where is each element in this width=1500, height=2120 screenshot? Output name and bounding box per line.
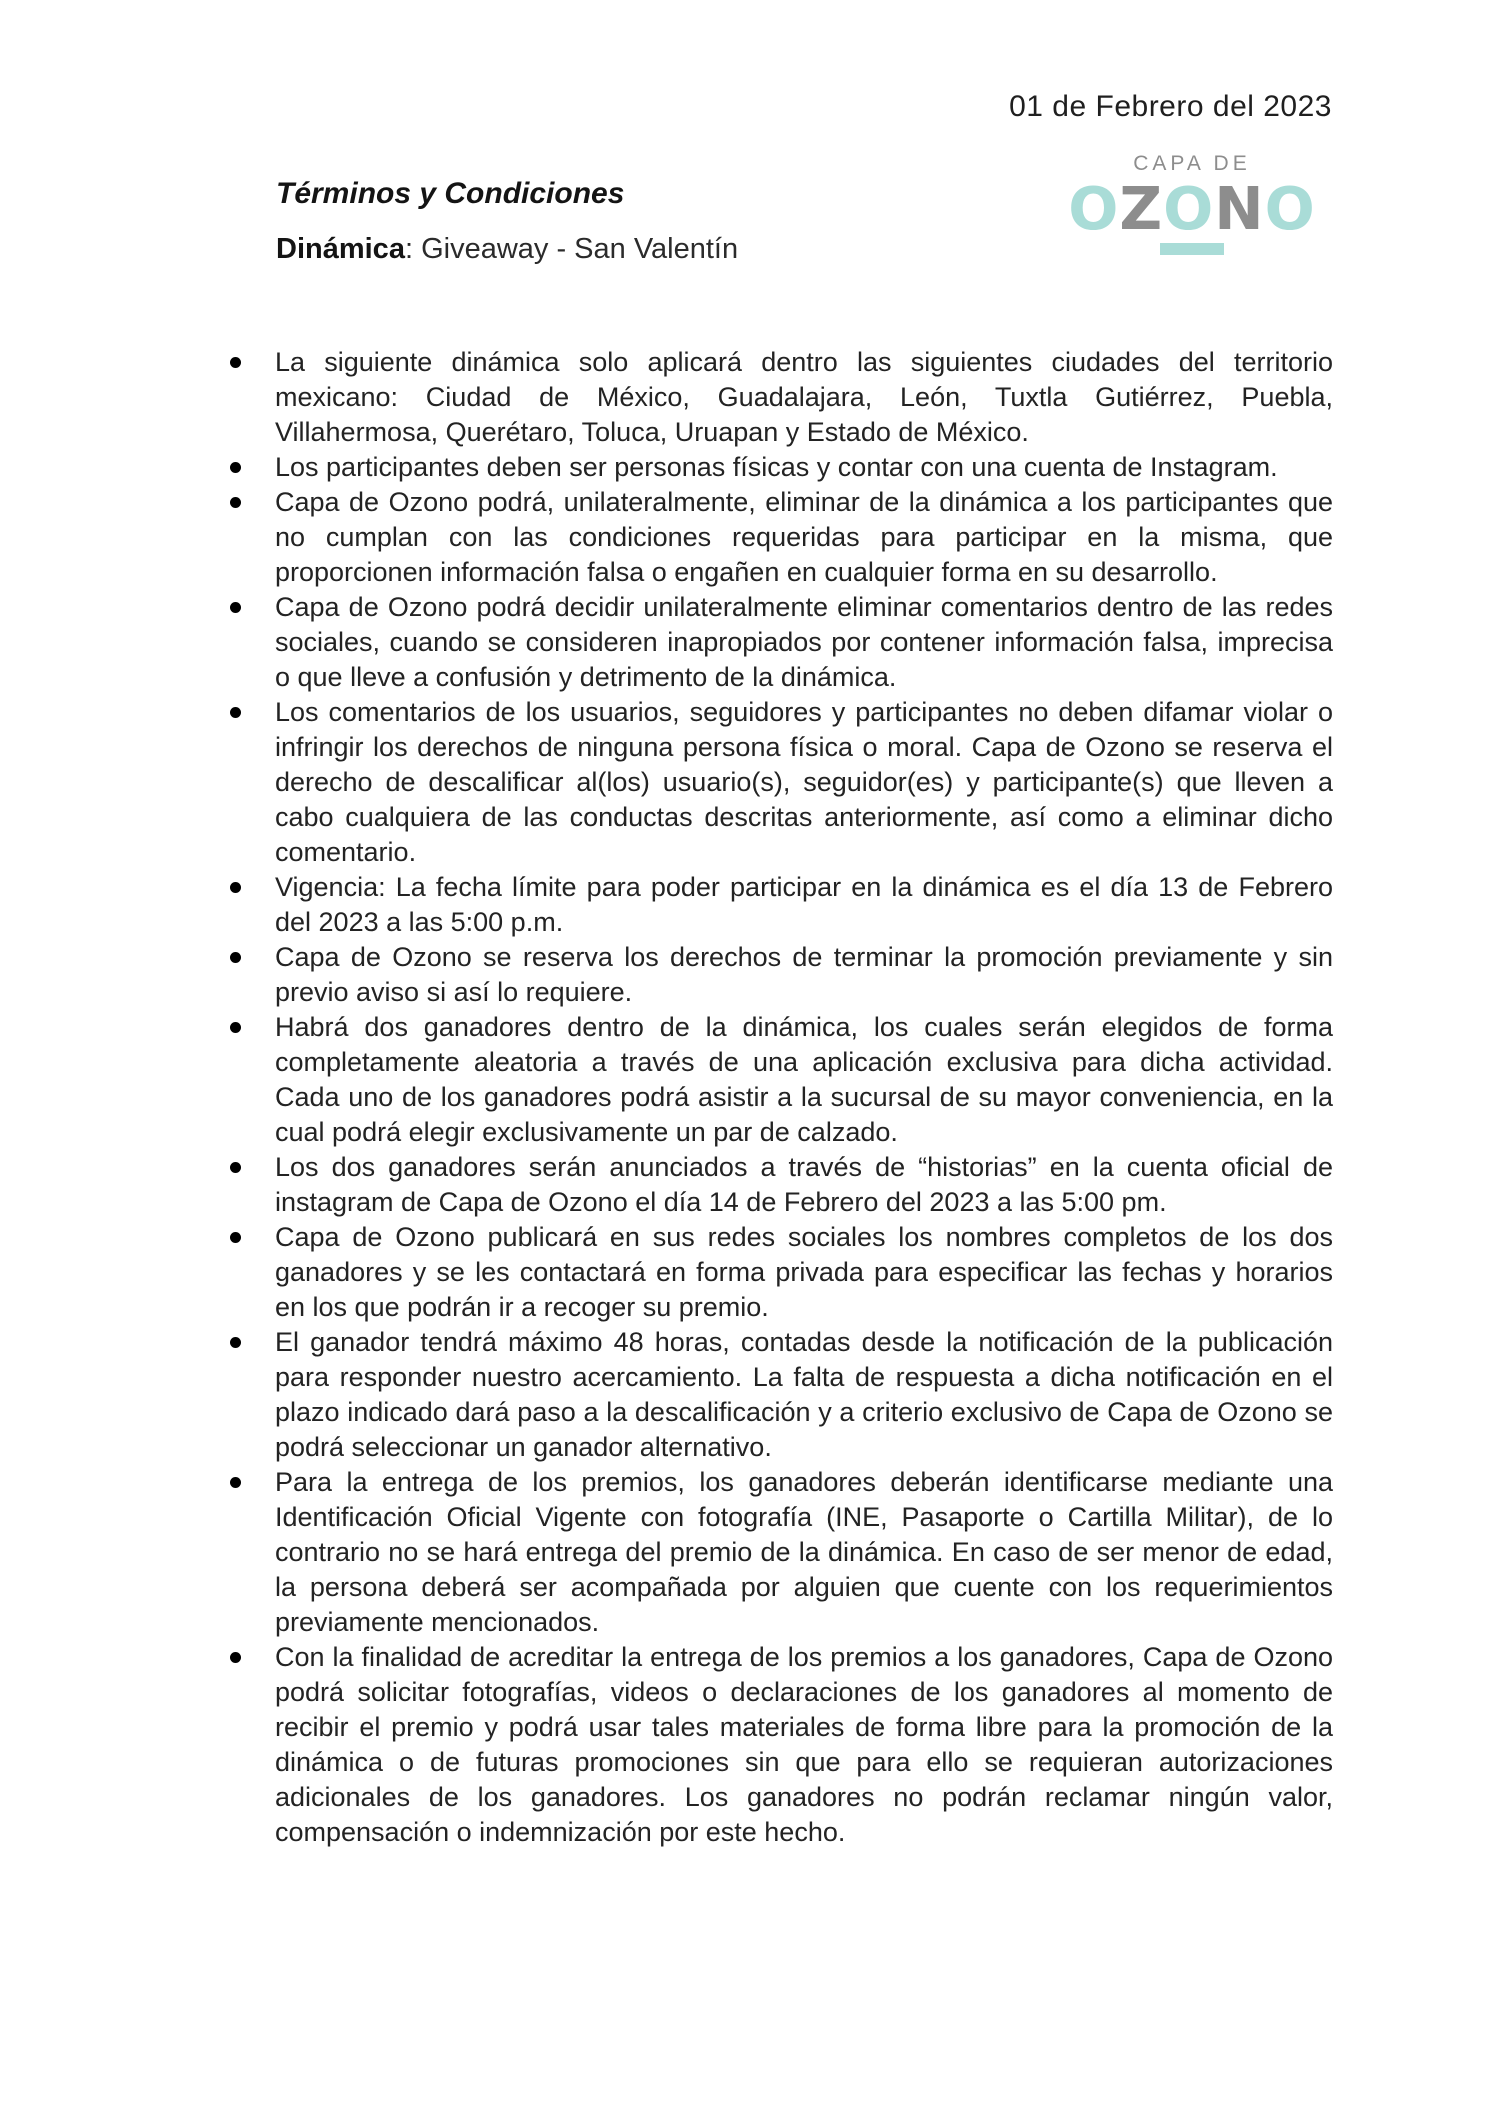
list-item: El ganador tendrá máximo 48 horas, contadas desde la notificación de la publicación para responder nuestro acercamiento. La falta de respuesta a dicha notificación en el plazo indicado dará paso a la descalificación y a criterio exclusivo de Capa de Ozono se podrá seleccionar un ganador alternativo. [228,1325,1333,1465]
list-item: Los participantes deben ser personas físicas y contar con una cuenta de Instagram. [228,450,1333,485]
list-item: Capa de Ozono podrá decidir unilateralmente eliminar comentarios dentro de las redes sociales, cuando se consideren inapropiados por contener información falsa, imprecisa o que lleve a confusión y detrimento de la dinámica. [228,590,1333,695]
list-item: Los comentarios de los usuarios, seguidores y participantes no deben difamar violar o infringir los derechos de ninguna persona física o moral. Capa de Ozono se reserva el derecho de descalificar al(los) usuario(s), seguidor(es) y participante(s) que lleven a cabo cualquiera de las conductas descritas anteriormente, así como a eliminar dicho comentario. [228,695,1333,870]
logo-ozono-wordmark [1068,174,1316,243]
document-date: 01 de Febrero del 2023 [1009,90,1332,123]
list-item: Capa de Ozono podrá, unilateralmente, eliminar de la dinámica a los participantes que no cumplan con las condiciones requeridas para participar en la misma, que proporcionen información falsa o engañen en cualquier forma en su desarrollo. [228,485,1333,590]
list-item: La siguiente dinámica solo aplicará dentro las siguientes ciudades del territorio mexicano: Ciudad de México, Guadalajara, León, Tuxtla Gutiérrez, Puebla, Villahermosa, Querétaro, Toluca, Uruapan y Estado de México. [228,345,1333,450]
logo-letter-o1: O [1068,174,1120,243]
logo-letter-o2: O [1163,174,1215,243]
list-item: Habrá dos ganadores dentro de la dinámica, los cuales serán elegidos de forma completamente aleatoria a través de una aplicación exclusiva para dicha actividad. Cada uno de los ganadores podrá asistir a la sucursal de su mayor conveniencia, en la cual podrá elegir exclusivamente un par de calzado. [228,1010,1333,1150]
dynamic-subtitle-line [276,233,738,266]
page-title: Términos y Condiciones [276,177,625,210]
logo-underline [1160,243,1224,255]
list-item: Para la entrega de los premios, los ganadores deberán identificarse mediante una Identificación Oficial Vigente con fotografía (INE, Pasaporte o Cartilla Militar), de lo contrario no se hará entrega del premio de la dinámica. En caso de ser menor de edad, la persona deberá ser acompañada por alguien que cuente con los requerimientos previamente mencionados. [228,1465,1333,1640]
list-item: Capa de Ozono se reserva los derechos de terminar la promoción previamente y sin previo aviso si así lo requiere. [228,940,1333,1010]
list-item: Con la finalidad de acreditar la entrega de los premios a los ganadores, Capa de Ozono podrá solicitar fotografías, videos o declaraciones de los ganadores al momento de recibir el premio y podrá usar tales materiales de forma libre para la promoción de la dinámica o de futuras promociones sin que para ello se requieran autorizaciones adicionales de los ganadores. Los ganadores no podrán reclamar ningún valor, compensación o indemnización por este hecho. [228,1640,1333,1850]
dynamic-label: Dinámica [276,233,405,265]
logo-letter-o3: O [1264,174,1316,243]
list-item: Los dos ganadores serán anunciados a través de “historias” en la cuenta oficial de instagram de Capa de Ozono el día 14 de Febrero del 2023 a las 5:00 pm. [228,1150,1333,1220]
list-item: Vigencia: La fecha límite para poder participar en la dinámica es el día 13 de Febrero del 2023 a las 5:00 p.m. [228,870,1333,940]
capa-de-ozono-logo [1068,152,1316,255]
dynamic-value: : Giveaway - San Valentín [404,233,739,265]
logo-capa-de-text: CAPA DE [1133,152,1251,175]
list-item: Capa de Ozono publicará en sus redes sociales los nombres completos de los dos ganadores y se les contactará en forma privada para especificar las fechas y horarios en los que podrán ir a recoger su premio. [228,1220,1333,1325]
terms-list [228,345,1333,1850]
logo-letter-n: N [1214,174,1265,243]
logo-letter-z: Z [1119,174,1164,243]
